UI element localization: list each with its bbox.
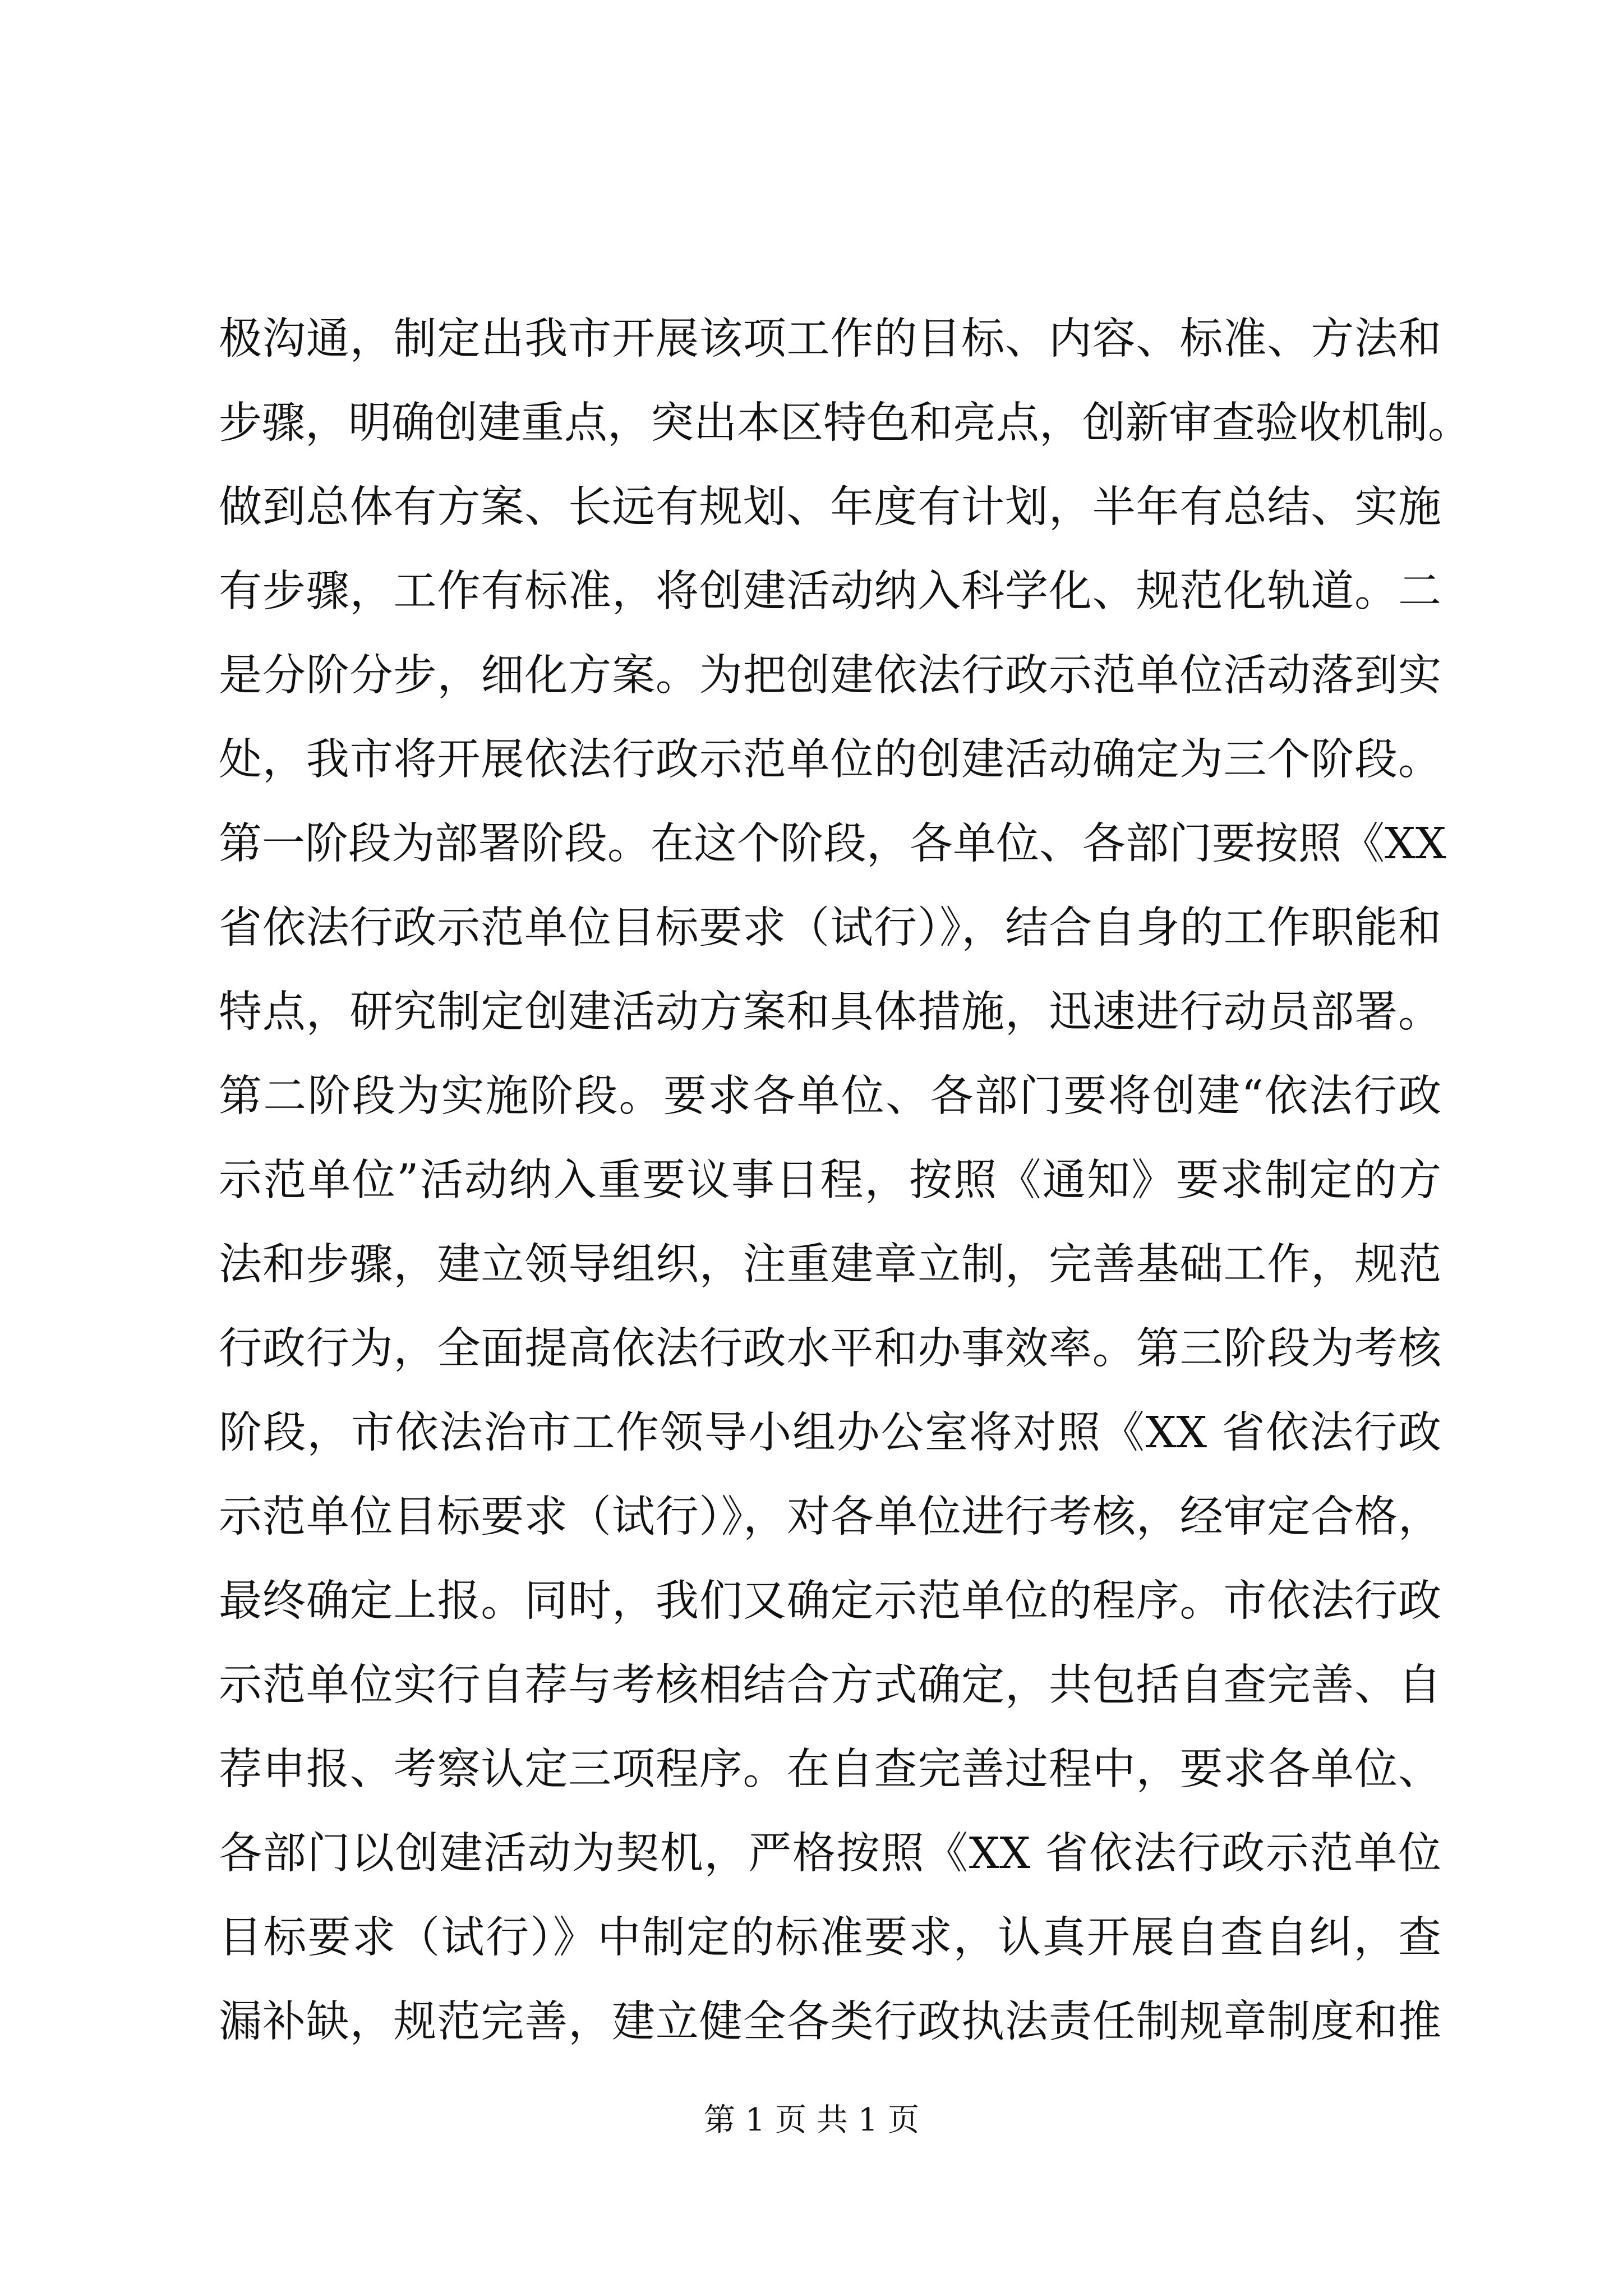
text-line: 荐申报、考察认定三项程序。在自查完善过程中，要求各单位、 — [219, 1745, 1441, 1795]
text-line: 漏补缺，规范完善，建立健全各类行政执法责任制规章制度和推 — [219, 1997, 1441, 2047]
text-line: 省依法行政示范单位目标要求（试行）》，结合自身的工作职能和 — [219, 903, 1441, 953]
text-line: 特点，研究制定创建活动方案和具体措施，迅速进行动员部署。 — [219, 987, 1441, 1037]
text-line: 目标要求（试行）》中制定的标准要求，认真开展自查自纠，查 — [219, 1913, 1441, 1963]
text-line: 第二阶段为实施阶段。要求各单位、各部门要将创建“依法行政 — [219, 1071, 1441, 1121]
text-line: 示范单位实行自荐与考核相结合方式确定，共包括自查完善、自 — [219, 1660, 1441, 1710]
page-footer — [0, 2098, 1623, 2143]
text-line: 法和步骤，建立领导组织，注重建章立制，完善基础工作，规范 — [219, 1240, 1441, 1290]
text-line: 示范单位”活动纳入重要议事日程，按照《通知》要求制定的方 — [219, 1156, 1441, 1205]
text-line: 步骤，明确创建重点，突出本区特色和亮点，创新审查验收机制。 — [219, 398, 1471, 448]
text-line: 各部门以创建活动为契机，严格按照《XX 省依法行政示范单位 — [219, 1829, 1441, 1879]
body-paragraph — [219, 297, 1471, 2064]
text-line: 行政行为，全面提高依法行政水平和办事效率。第三阶段为考核 — [219, 1324, 1441, 1374]
text-line: 极沟通，制定出我市开展该项工作的目标、内容、标准、方法和 — [219, 314, 1441, 364]
text-line: 最终确定上报。同时，我们又确定示范单位的程序。市依法行政 — [219, 1576, 1441, 1626]
text-line: 有步骤，工作有标准，将创建活动纳入科学化、规范化轨道。二 — [219, 567, 1441, 616]
text-line: 做到总体有方案、长远有规划、年度有计划，半年有总结、实施 — [219, 482, 1441, 532]
text-line: 处，我市将开展依法行政示范单位的创建活动确定为三个阶段。 — [219, 735, 1441, 785]
text-line: 阶段，市依法治市工作领导小组办公室将对照《XX 省依法行政 — [219, 1408, 1441, 1458]
text-line: 是分阶分步，细化方案。为把创建依法行政示范单位活动落到实 — [219, 651, 1441, 701]
text-line: 第一阶段为部署阶段。在这个阶段，各单位、各部门要按照《XX — [219, 819, 1446, 869]
text-line: 示范单位目标要求（试行）》，对各单位进行考核，经审定合格， — [219, 1492, 1441, 1542]
page-number-label: 第 1 页 共 1 页 — [703, 2102, 920, 2138]
